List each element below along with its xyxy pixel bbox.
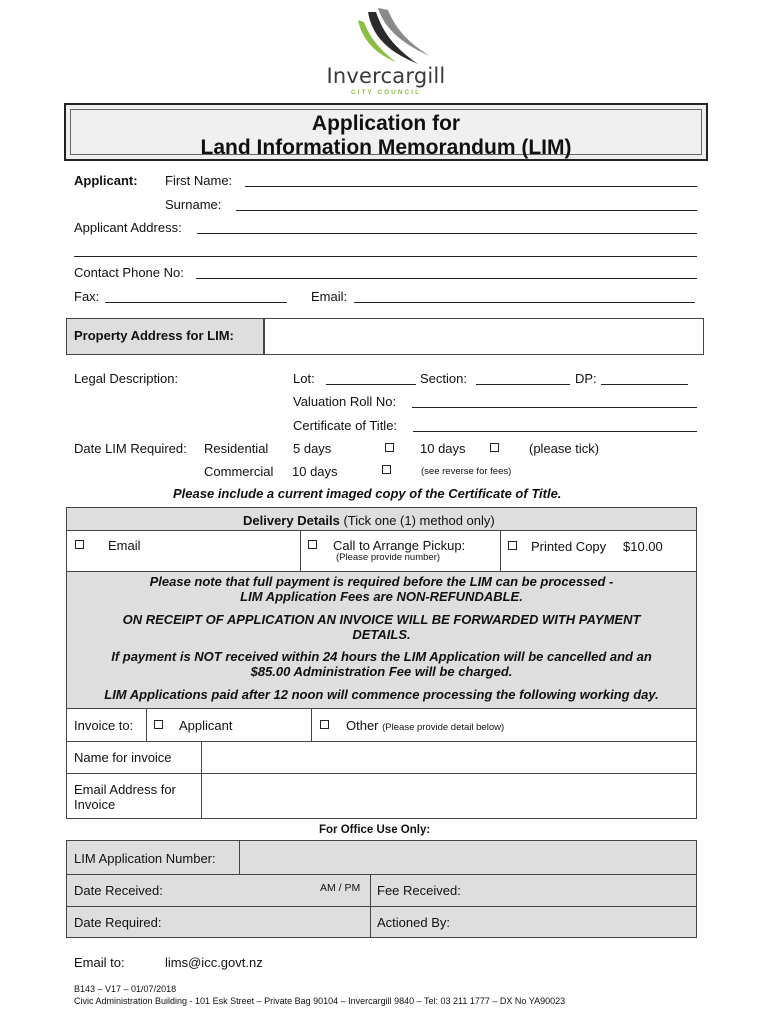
fax-field[interactable] [105,302,287,303]
logo-wordmark: Invercargill [326,64,446,88]
residential-5-days-checkbox[interactable] [385,443,394,452]
please-tick-note: (please tick) [529,441,600,456]
invoice-name-field[interactable] [202,742,696,773]
commercial-label: Commercial [204,464,274,479]
fax-label: Fax: [74,289,100,304]
delivery-divider [500,531,501,571]
applicant-label: Applicant: [74,173,138,188]
address-field-line2[interactable] [74,256,697,257]
office-divider [67,874,696,875]
form-title-box [64,103,708,161]
section-field[interactable] [476,384,570,385]
payment-notice-box [66,571,697,709]
date-required-label: Date LIM Required: [74,441,187,456]
delivery-pickup-label: Call to Arrange Pickup: [333,538,466,553]
delivery-printed-price: $10.00 [623,539,663,554]
invoice-email-label-line2: Invoice [74,797,116,812]
surname-label: Surname: [165,197,222,212]
email-to-label: Email to: [74,955,125,970]
property-address-label-cell [66,318,264,355]
delivery-email-checkbox[interactable] [75,540,84,549]
notice-cancel-line1: If payment is NOT received within 24 hours the LIM Application will be cancelled and an [111,649,652,664]
invoice-other-note: (Please provide detail below) [382,722,505,733]
invoice-table [66,708,697,819]
delivery-options-row [66,530,697,572]
commercial-10-days-checkbox[interactable] [382,465,391,474]
email-field[interactable] [354,302,695,303]
delivery-divider [300,531,301,571]
delivery-header-rest: (Tick one (1) method only) [343,513,495,528]
office-divider [67,906,696,907]
delivery-header-text [243,513,495,528]
invoice-divider [311,709,312,741]
delivery-printed-label: Printed Copy [531,539,607,554]
invoice-applicant-checkbox[interactable] [154,720,163,729]
address-field-line1[interactable] [197,233,697,234]
phone-field[interactable] [196,278,697,279]
office-use-table [66,840,697,938]
notice-payment-line2: LIM Application Fees are NON-REFUNDABLE. [240,589,523,604]
footer-address: Civic Administration Building - 101 Esk Street – Private Bag 90104 – Invercargill 9840 – Tel: 03 211 1777 – DX No YA90023 [74,996,566,1006]
certificate-label: Certificate of Title: [293,418,398,433]
office-date-required-label: Date Required: [74,915,162,930]
notice-payment-line1: Please note that full payment is required before the LIM can be processed - [149,574,614,589]
see-reverse-note: (see reverse for fees) [421,466,512,477]
form-title-line2: Land Information Memorandum (LIM) [200,136,572,159]
commercial-10-days-label: 10 days [292,464,338,479]
delivery-pickup-note: (Please provide number) [336,552,441,563]
invoice-divider [146,709,147,741]
certificate-include-note: Please include a current imaged copy of the Certificate of Title. [173,486,562,501]
delivery-header [66,507,697,531]
invoice-other-text: Other [346,718,379,733]
form-title-line1: Application for [311,112,461,135]
notice-invoice-line2: DETAILS. [352,627,411,642]
office-divider [239,841,240,874]
valuation-label: Valuation Roll No: [293,394,397,409]
email-to-address[interactable]: lims@icc.govt.nz [165,955,263,970]
invoice-other-label [346,718,504,733]
delivery-pickup-checkbox[interactable] [308,540,317,549]
residential-5-days-label: 5 days [293,441,332,456]
dp-label: DP: [575,371,597,386]
valuation-field[interactable] [412,407,697,408]
first-name-label: First Name: [165,173,233,188]
actioned-by-label: Actioned By: [377,915,450,930]
fee-received-label: Fee Received: [377,883,461,898]
legal-description-label: Legal Description: [74,371,179,386]
notice-noon: LIM Applications paid after 12 noon will commence processing the following working day. [104,687,659,702]
lot-field[interactable] [326,384,416,385]
lot-label: Lot: [293,371,315,386]
delivery-email-label: Email [108,538,141,553]
notice-cancel-line2: $85.00 Administration Fee will be charged. [250,664,513,679]
residential-10-days-checkbox[interactable] [490,443,499,452]
footer-version: B143 – V17 – 01/07/2018 [74,984,177,994]
surname-field[interactable] [236,210,697,211]
property-address-label: Property Address for LIM: [74,328,234,343]
notice-invoice-line1: ON RECEIPT OF APPLICATION AN INVOICE WILL BE FORWARDED WITH PAYMENT [122,612,641,627]
am-pm-label: AM / PM [320,882,361,894]
section-label: Section: [420,371,467,386]
invoice-email-field[interactable] [202,774,696,818]
residential-10-days-label: 10 days [420,441,466,456]
property-address-field[interactable] [264,318,704,355]
lim-number-label: LIM Application Number: [74,851,216,866]
logo-subtitle: CITY COUNCIL [350,89,422,96]
office-use-header: For Office Use Only: [319,824,431,836]
delivery-header-bold: Delivery Details [243,513,340,528]
dp-field[interactable] [601,384,688,385]
phone-label: Contact Phone No: [74,265,184,280]
certificate-field[interactable] [413,431,697,432]
invoice-other-checkbox[interactable] [320,720,329,729]
invoice-applicant-label: Applicant [179,718,233,733]
residential-label: Residential [204,441,269,456]
office-divider [370,874,371,937]
delivery-printed-checkbox[interactable] [508,541,517,550]
email-label: Email: [311,289,348,304]
address-label: Applicant Address: [74,220,182,235]
invoice-to-label: Invoice to: [74,718,134,733]
invoice-name-label: Name for invoice [74,750,172,765]
invoice-email-label-line1: Email Address for [74,782,176,797]
office-date-received-label: Date Received: [74,883,163,898]
first-name-field[interactable] [245,186,697,187]
